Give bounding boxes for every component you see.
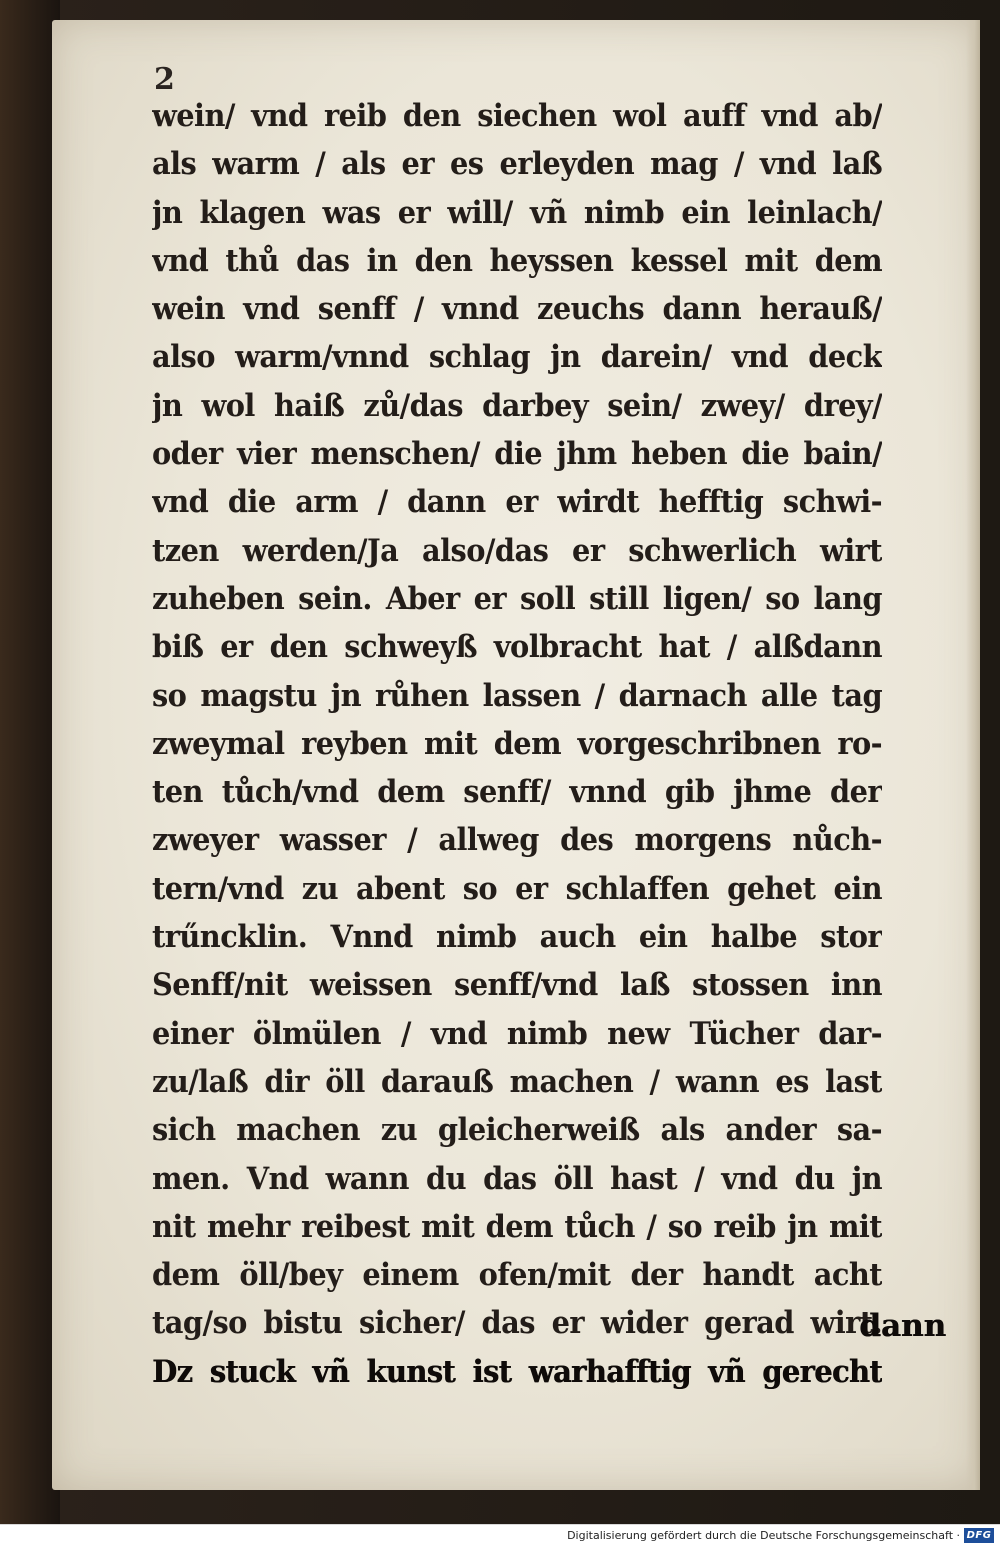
- text-line: oder vier menschen/ die jhm heben die bain/: [152, 436, 883, 473]
- text-line: einer ölmülen / vnd nimb new Tücher dar-: [152, 1015, 883, 1052]
- text-line: zweyer wasser / allweg des morgens nůch-: [152, 822, 883, 859]
- text-line: dem öll/bey einem ofen/mit der handt acht: [152, 1257, 883, 1294]
- text-line: jn klagen was er will/ vñ nimb ein leinlach/: [152, 194, 883, 231]
- text-line: biß er den schweyß volbracht hat / alßdann: [152, 629, 883, 666]
- page-edge: [966, 20, 980, 1490]
- text-line: zweymal reyben mit dem vorgeschribnen ro-: [152, 725, 883, 762]
- text-line: Senff/nit weissen senff/vnd laß stossen inn: [152, 967, 883, 1004]
- text-line: wein vnd senff / vnnd zeuchs dann herauß/: [152, 291, 883, 328]
- text-line: men. Vnd wann du das öll hast / vnd du jn: [152, 1160, 883, 1197]
- text-line: so magstu jn růhen lassen / darnach alle tag: [152, 677, 883, 714]
- footer-credit: Digitalisierung gefördert durch die Deutsche Forschungsgemeinschaft ·: [567, 1529, 960, 1542]
- text-line: tern/vnd zu abent so er schlaffen gehet ein: [152, 870, 883, 907]
- text-line: trűncklin. Vnnd nimb auch ein halbe stor: [152, 919, 883, 956]
- text-line: zu/laß dir öll darauß machen / wann es last: [152, 1063, 883, 1100]
- text-line: als warm / als er es erleyden mag / vnd laß: [152, 146, 883, 183]
- text-block: [152, 92, 882, 1396]
- text-line: jn wol haiß zů/das darbey sein/ zwey/ drey/: [152, 387, 883, 424]
- text-line: vnd die arm / dann er wirdt hefftig schwi-: [152, 484, 883, 521]
- text-line: zuheben sein. Aber er soll still ligen/ so lang: [152, 580, 883, 617]
- dfg-logo: DFG: [964, 1528, 994, 1543]
- text-line: tzen werden/Ja also/das er schwerlich wirt: [152, 532, 883, 569]
- text-line: nit mehr reibest mit dem tůch / so reib jn mit: [152, 1208, 883, 1245]
- text-line: ten tůch/vnd dem senff/ vnnd gib jhme der: [152, 774, 883, 811]
- page-number: 2: [154, 62, 175, 97]
- text-line: tag/so bistu sicher/ das er wider gerad wirt.: [152, 1305, 883, 1342]
- footer-bar: [0, 1524, 1000, 1547]
- text-line: also warm/vnnd schlag jn darein/ vnd deck: [152, 339, 883, 376]
- text-line: vnd thů das in den heyssen kessel mit dem: [152, 242, 883, 279]
- text-line: wein/ vnd reib den siechen wol auff vnd ab/: [152, 98, 883, 134]
- text-line: sich machen zu gleicherweiß als ander sa-: [152, 1112, 883, 1149]
- text-line-bold: Dz stuck vñ kunst ist warhafftig vñ gerecht: [152, 1353, 883, 1390]
- catchword: dann: [859, 1308, 946, 1344]
